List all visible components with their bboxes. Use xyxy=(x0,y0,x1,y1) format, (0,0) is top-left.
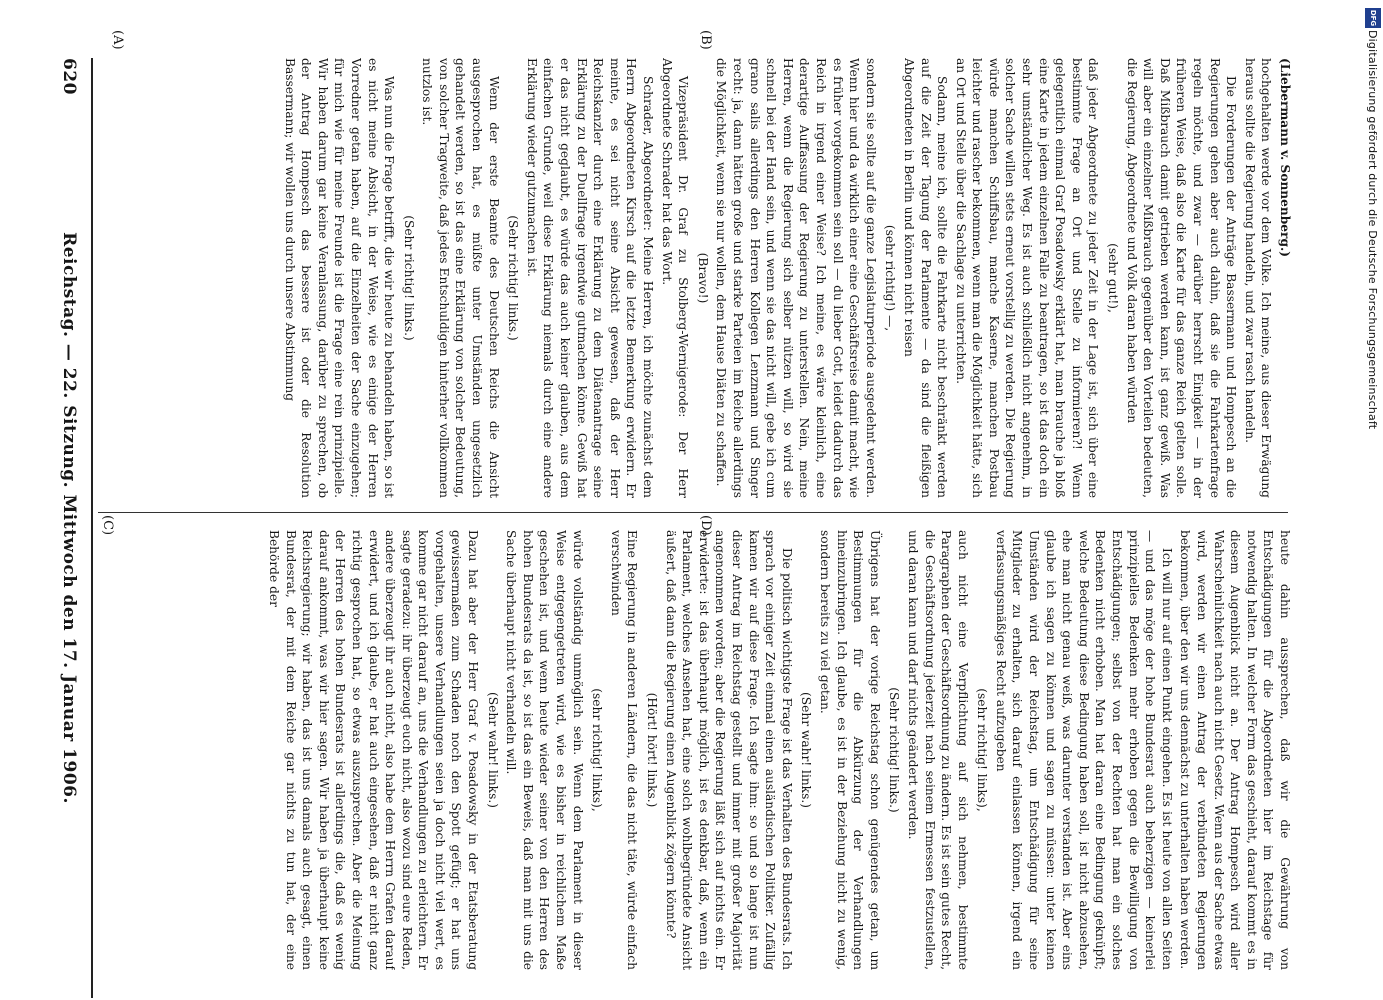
interjection: (sehr richtig!) —, xyxy=(883,224,898,332)
digitization-credit xyxy=(1366,30,1380,590)
paragraph: Sodann, meine ich, sollte die Fahrkarte nicht beschränkt werden auf die Zeit der Tagung der Parlamente — da sind die fleißigen Abgeordneten in Berlin und können nicht reisen xyxy=(901,58,950,498)
page-number: 620 xyxy=(59,58,79,95)
left-column xyxy=(98,58,1293,498)
paragraph: Was nun die Frage betrifft, die wir heute zu behandeln haben, so ist es nicht meine Absicht, in der Weise, wie es einige der Herren Vorredner getan haben, auf die Einzelheiten der Sache einzugehen; für mich wie für meine Freunde ist die Frage eine rein prinzipielle. Wir haben darum gar keine Veranlassung, darüber zu sprechen, ob der Antrag Hompesch das bessere ist oder die Resolution Bassermann; wir wollen uns durch unsere Abstimmung xyxy=(282,58,397,498)
page-header xyxy=(51,38,85,998)
column-divider xyxy=(98,512,1288,513)
interjection: (sehr gut!), xyxy=(1106,243,1121,313)
paragraph: hochgehalten werde vor dem Volke. Ich meine, aus dieser Erwägung heraus sollte die Regierung handeln, und zwar rasch handeln. xyxy=(1242,58,1274,498)
interjection: (Sehr richtig! links.) xyxy=(401,215,416,341)
paragraph: Vizepräsident Dr. Graf zu Stolberg-Wernigerode: Der Herr Abgeordnete Schrader hat das Wort. xyxy=(659,58,691,498)
interjection: (Bravo!) xyxy=(695,252,710,304)
paragraph: heute dahin aussprechen, daß wir die Gewährung von Entschädigungen für die Abgeordneten hier im Reichstage für notwendig halten. In welcher Form das geschieht, darauf kommt es in diesem Augenblick nicht an. Der Antrag Hompesch wird aller Wahrscheinlichkeit nach auch nicht Gesetz. Wenn aus der Sache etwas wird, werden wir einen Antrag der verbündeten Regierungen bekommen, über den wir uns dennächst zu unterhalten haben werden. xyxy=(1178,530,1292,970)
dfg-logo-text: DFG xyxy=(1369,9,1378,27)
paragraph: würde vollständig unmöglich sein. Wenn dem Parlament in dieser Weise entgegengetreten wird, wie es bisher in reichlichem Maße geschehen ist, und wenn heute wieder seiner von den Herren des hohen Bundesrats da ist, so ist das ein Beweis, daß man mit uns die Sache überhaupt nicht verhandeln will. xyxy=(504,530,585,970)
header-rule xyxy=(91,58,93,998)
paragraph: Dazu hat aber der Herr Graf v. Posadowsky in der Etatsberatung gewissermaßen zum Schaden noch den Spott gefügt; er hat uns vorgehalten, unsere Verhandlungen seien ja doch nicht viel wert, es komme gar nicht darauf an, uns die Verhandlungen zu erleichtern. Er sagte geradezu: ihr überzeugt euch nicht, also wozu sind eure Reden, andere überzeugt ihr auch nicht, also habe dem Herrn Grafen darauf erwidert, und ich glaube, er hat auch eingesehen, daß er nicht ganz richtig gesprochen hat, so etwas auszusprechen. Aber die Meinung der Herren des hohen Bundesrats ist allerdings die, daß es wenig darauf ankommt, was wir hier sagen. Wir haben ja überhaupt keine Reichsregierung; wir haben, das ist uns damals auch gesagt, einen Bundesrat, der mit dem Reiche gar nichts zu tun hat, der eine Behörde der xyxy=(266,530,481,970)
margin-marker-a: (A) xyxy=(110,30,125,50)
margin-marker-b: (B) xyxy=(698,30,713,50)
interjection: (Sehr richtig! links.) xyxy=(887,687,902,813)
digitization-credit-text: Digitalisierung gefördert durch die Deutsche Forschungsgemeinschaft xyxy=(1366,30,1379,430)
paragraph: auch nicht eine Verpflichtung auf sich nehmen, bestimmte Paragraphen der Geschäftsordnung zu ändern. Es ist sein gutes Recht, die Geschäftsordnung jederzeit nach seinem Ermessen festzustellen, und daran kann und darf nichts geändert werden. xyxy=(905,530,970,970)
interjection: (sehr richtig! links), xyxy=(975,688,990,812)
interjection: (Hört! hört! links.) xyxy=(645,692,660,808)
interjection: (Sehr wahr! links.) xyxy=(485,692,500,808)
interjection: (sehr richtig! links), xyxy=(590,688,605,812)
interjection: (Sehr richtig! links.) xyxy=(506,215,521,341)
paragraph: Übrigens hat der vorige Reichstag schon genügendes getan, um Bestimmungen für die Abkürzung der Verhandlungen hineinzubringen. Ich glaube, es ist in der Beziehung nicht zu wenig, sondern bereits zu viel getan. xyxy=(817,530,882,970)
interjection: (Sehr wahr! links.) xyxy=(799,692,814,808)
paragraph: daß jeder Abgeordnete zu jeder Zeit in der Lage ist, sich über eine bestimmte Frage an Ort und Stelle zu informieren?! Wenn gelegentlich einmal Graf Posadowsky erklärt hat, man brauche ja bloß eine Karte in jedem einzelnen Falle zu beantragen, so ist das doch ein sehr umständlicher Weg. Es ist auch schließlich nicht angenehm, in solcher Sache willen stets erneut vorstellig zu werden. Die Regierung würde manchen Schiffsbau, manche Kaserne, manchen Postbau leichter und rascher bekommen, wenn man die Möglichkeit hätte, sich an Ort und Stelle über die Sachlage zu unterrichten. xyxy=(953,58,1101,498)
paragraph: Die politisch wichtigste Frage ist das Verhalten des Bundesrats. Ich sprach vor einiger Zeit einmal einen ausländischen Politiker. Zufällig kamen wir auf diese Frage. Ich sagte ihm: so und so lange ist nun dieser Antrag im Reichstag gestellt und immer mit großer Majorität angenommen worden; aber die Regierung läßt sich auf nichts ein. Er erwiderte: ist das überhaupt möglich, ist es denkbar, daß, wenn ein Parlament, welches Ansehen hat, eine solch wohlbegründete Ansicht äußert, daß dann die Regierung einen Augenblick zögern könnte? xyxy=(663,530,794,970)
speaker-running-head: (Liebermann v. Sonnenberg.) xyxy=(1278,58,1292,258)
paragraph: Die Forderungen der Anträge Bassermann und Hompesch an die Regierungen gehen aber auch dahin, daß sie die Fahrkartenfrage regeln möchte, und zwar — darüber herrscht Einigkeit — in der früheren Weise, daß also die Karte für das ganze Reich gelten solle. Daß Mißbrauch damit getrieben werden kann, ist ganz gewiß. Was will aber ein einzelner Mißbrauch gegenüber den Vorteilen bedeuten, die Regierung, Abgeordnete und Volk daran haben würden xyxy=(1124,58,1239,498)
paragraph: Eine Regierung in anderen Ländern, die das nicht täte, würde einfach verschwinden xyxy=(608,530,640,970)
paragraph: Schrader, Abgeordneter: Meine Herren, ich möchte zunächst dem Herrn Abgeordneten Kirsch auf die letzte Bemerkung erwidern. Er meinte, es sei nicht seine Absicht gewesen, daß der Herr Reichskanzler durch eine Erklärung zu dem Diätenantrage seine Erklärung zu der Duellfrage irgendwie gutmachen könne. Gewiß hat er das nicht geglaubt, es würde das auch keiner glauben, aus dem einfachen Grunde, weil diese Erklärung niemals durch eine andere Erklärung wieder gutzumachen ist. xyxy=(524,58,656,498)
margin-marker-c: (C) xyxy=(100,515,115,536)
paragraph: Wenn der erste Beamte des Deutschen Reichs die Ansicht ausgesprochen hat, es müßte unter Umständen ungesetzlich gehandelt werden, so ist das eine Erklärung von solcher Bedeutung, von solcher Tragweite, daß jedes Entschuldigen hinterher vollkommen nutzlos ist. xyxy=(420,58,501,498)
dfg-logo xyxy=(1365,8,1381,28)
margin-marker-d: (D) xyxy=(698,515,713,536)
page-title: Reichstag. — 22. Sitzung. Mittwoch den 17. Januar 1906. xyxy=(59,232,79,804)
paragraph: Ich will nur auf einen Punkt eingehen. Es ist heute von allen Seiten — und das möge der hohe Bundesrat auch beherzigen — keinerlei prinzipielles Bedenken mehr erhoben gegen die Bewilligung von Entschädigungen; selbst von der Rechten hat man ein solches Bedenken nicht erhoben. Man hat daran eine Bedingung geknüpft; welche Bedeutung diese Bedingung haben soll, ist nicht abzusehen, ehe man nicht genau weiß, was darunter verstanden ist. Aber eins glaube ich sagen zu können und sagen zu müssen: unter keinen Umständen wird der Reichstag, um Entschädigung für seine Mitglieder zu erhalten, sich darauf einlassen können, irgend ein verfassungsmäßiges Recht aufzugeben xyxy=(993,530,1174,970)
right-column xyxy=(98,530,1293,970)
paragraph: sondern sie sollte auf die ganze Legislaturperiode ausgedehnt werden. Wenn hier und da wirklich einer eine Geschäftsreise damit macht, wie es früher vorgekommen sein soll — du lieber Gott, leidet dadurch das Reich in irgend einer Weise? Ich meine, es wäre kleinlich, eine derartige Auffassung der Regierung zu unterstellen. Nein, meine Herren, wenn die Regierung sich selber nützen will, so wird sie schnell bei der Hand sein, und wenn sie das nicht will, gebe ich cum grano salis allerdings den Herren Kollegen Lenzmann und Singer recht: ja, dann hätten große und starke Parteien im Reiche allerdings die Möglichkeit, wenn sie nur wollen, dem Hause Diäten zu schaffen. xyxy=(714,58,878,498)
